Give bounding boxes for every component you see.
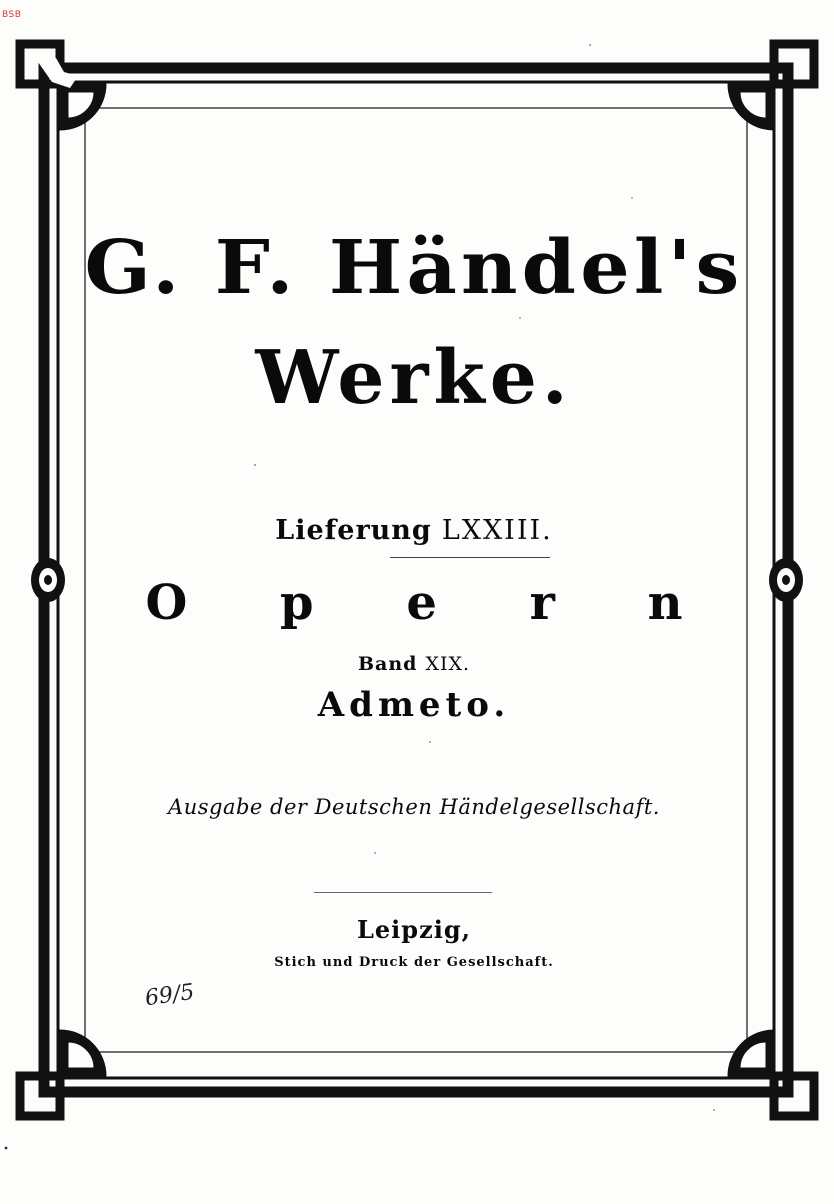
printer-line: Stich und Druck der Gesellschaft. (274, 955, 554, 970)
handwritten-shelfmark: 69/5 (143, 979, 196, 1012)
band-number: XIX. (425, 653, 471, 675)
place-of-publication: Leipzig, (357, 915, 471, 944)
band-label: Band (357, 653, 418, 675)
opera-title: Admeto. (317, 685, 511, 725)
lieferung-label: Lieferung (275, 515, 432, 546)
library-stamp: BSB (2, 10, 22, 20)
works-title: Werke. (255, 335, 573, 421)
series-heading: O p e r n (145, 575, 721, 631)
edition-line: Ausgabe der Deutschen Händelgesellschaft. (168, 795, 660, 819)
composer-title: G. F. Händel's (84, 225, 744, 311)
lieferung-number: LXXIII. (441, 515, 553, 546)
